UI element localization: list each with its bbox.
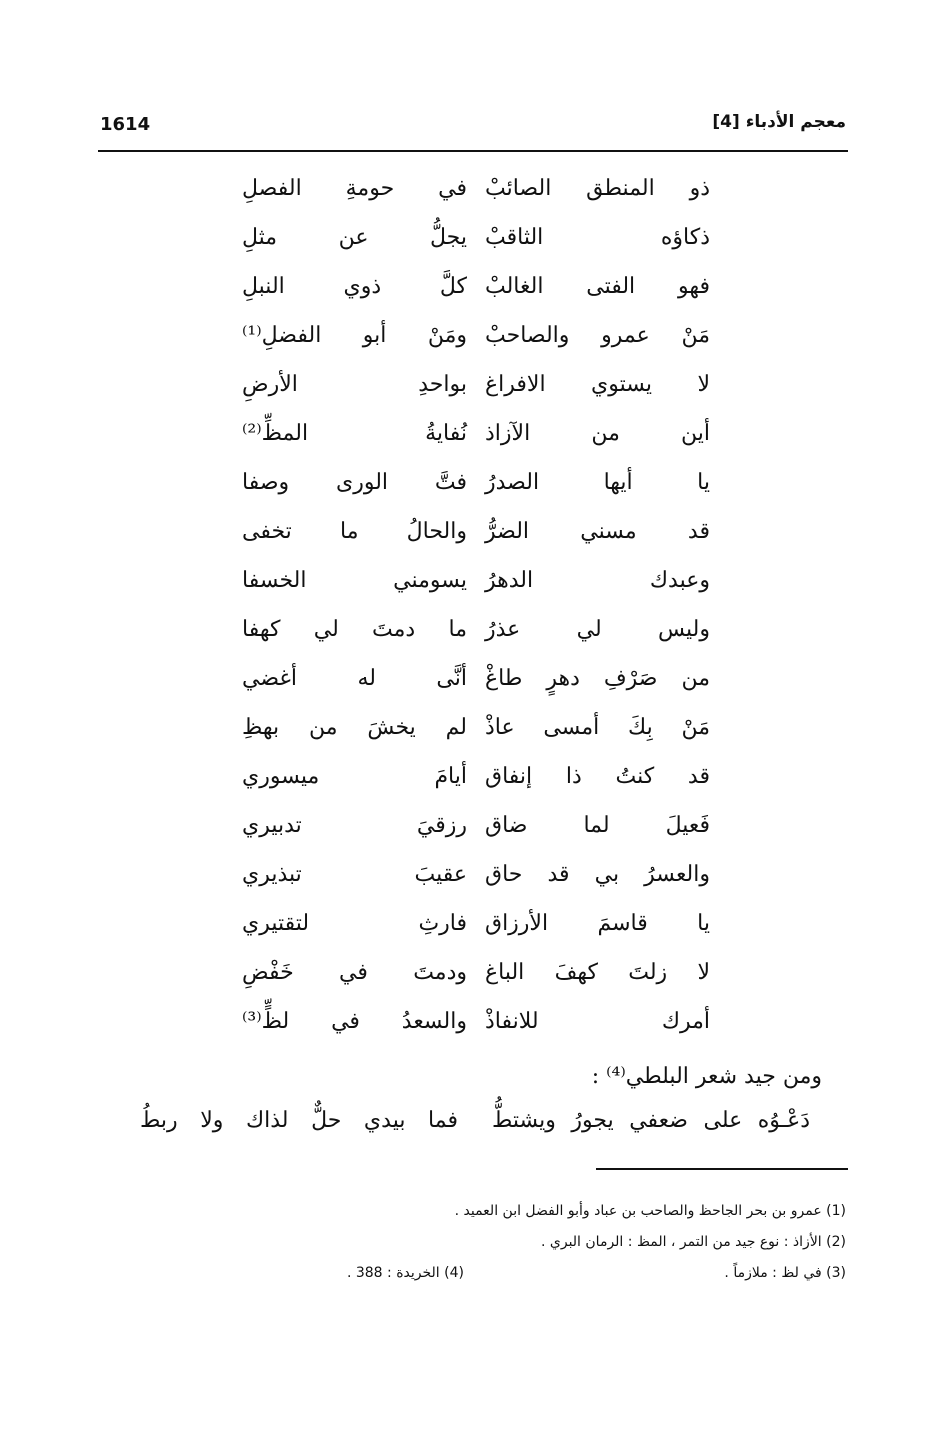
first-hemistich: لا زلتَ كهفَ الباغ: [485, 960, 710, 985]
first-hemistich: فَعيلَ لما ضاق: [485, 813, 710, 838]
footnotes: [86, 1196, 846, 1289]
page-header: [98, 110, 848, 152]
second-hemistich: بواحدِ الأرضِ: [242, 372, 467, 397]
first-hemistich: مَنْ بِكَ أمسى عاذْ: [485, 715, 710, 740]
verse: [200, 372, 740, 421]
poem-intro: ومن جيد شعر البلطي⁽⁴⁾ :: [591, 1064, 822, 1089]
first-hemistich: يا قاسمَ الأرزاق: [485, 911, 710, 936]
verse: [200, 470, 740, 519]
second-hemistich: أيامَ ميسوري: [242, 764, 467, 789]
first-hemistich: قد كنتُ ذا إنفاق: [485, 764, 710, 789]
verse: [200, 421, 740, 470]
second-hemistich: نُفايةُ المظِّ⁽²⁾: [242, 421, 467, 446]
second-hemistich: ومَنْ أبو الفضلِ⁽¹⁾: [242, 323, 467, 348]
first-hemistich: ذكاؤه الثاقبْ: [485, 225, 710, 250]
second-hemistich: يجلُّ عن مثلِ: [242, 225, 467, 250]
second-hemistich: فتَّ الورى وصفا: [242, 470, 467, 495]
final-verse: [140, 1108, 810, 1148]
second-hemistich: ما دمتَ لي كهفا: [242, 617, 467, 642]
first-hemistich: فهو الفتى الغالبْ: [485, 274, 710, 299]
footnote-1: (1) عمرو بن بحر الجاحظ والصاحب بن عباد وأبو الفضل ابن العميد .: [454, 1203, 846, 1219]
second-hemistich: عقيبَ تبذيري: [242, 862, 467, 887]
first-hemistich: لا يستوي الافراغ: [485, 372, 710, 397]
verse: [200, 666, 740, 715]
poem: [200, 176, 740, 1058]
footnote-divider: [596, 1168, 848, 1170]
second-hemistich: لم يخشَ من بهظِ: [242, 715, 467, 740]
first-hemistich: مَنْ عمرو والصاحبْ: [485, 323, 710, 348]
second-hemistich: فما بيدي حلٌّ لذاك ولا ربطُ: [140, 1108, 458, 1133]
first-hemistich: يا أيها الصدرُ: [485, 470, 710, 495]
verse: [200, 225, 740, 274]
second-hemistich: ودمتَ في خَفْضِ: [242, 960, 467, 985]
verse: [200, 715, 740, 764]
second-hemistich: والسعدُ في لظٍّ⁽³⁾: [242, 1009, 467, 1034]
first-hemistich: وليس لي عذرُ: [485, 617, 710, 642]
second-hemistich: رزقيَ تدبيري: [242, 813, 467, 838]
second-hemistich: فارثِ لتقتيري: [242, 911, 467, 936]
footnote-4: (4) الخريدة : 388 .: [346, 1265, 464, 1281]
first-hemistich: قد مسني الضرُّ: [485, 519, 710, 544]
first-hemistich: وعبدك الدهرُ: [485, 568, 710, 593]
verse: [200, 274, 740, 323]
verse: [200, 176, 740, 225]
second-hemistich: يسومني الخسفا: [242, 568, 467, 593]
first-hemistich: أين من الآزاذ: [485, 421, 710, 446]
verse: [200, 960, 740, 1009]
footnote-3: (3) في لظ : ملازماً .: [724, 1265, 846, 1281]
first-hemistich: من صَرْفِ دهرٍ طاغْ: [485, 666, 710, 691]
verse: [200, 617, 740, 666]
page-number: 1614: [100, 114, 151, 135]
second-hemistich: في حومةِ الفصلِ: [242, 176, 467, 201]
verse: [200, 323, 740, 372]
verse: [200, 1009, 740, 1058]
verse: [200, 568, 740, 617]
second-hemistich: والحالُ ما تخفى: [242, 519, 467, 544]
second-hemistich: كلَّ ذوي النبلِ: [242, 274, 467, 299]
verse: [200, 764, 740, 813]
verse: [200, 813, 740, 862]
first-hemistich: دَعْـوُه على ضعفي يجورُ ويشتطُّ: [492, 1108, 810, 1133]
running-title: معجم الأدباء [4]: [712, 112, 846, 132]
first-hemistich: والعسرُ بي قد حاق: [485, 862, 710, 887]
footnote-2: (2) الأزاذ : نوع جيد من التمر ، المظ : الرمان البري .: [540, 1234, 846, 1250]
first-hemistich: ذو المنطق الصائبْ: [485, 176, 710, 201]
footnote-row: [86, 1258, 846, 1289]
footnote-row: [86, 1227, 846, 1258]
second-hemistich: أنَّى له أغضي: [242, 666, 467, 691]
verse: [200, 519, 740, 568]
verse: [200, 862, 740, 911]
first-hemistich: أمرك للانفاذْ: [485, 1009, 710, 1034]
footnote-row: [86, 1196, 846, 1227]
verse: [200, 911, 740, 960]
